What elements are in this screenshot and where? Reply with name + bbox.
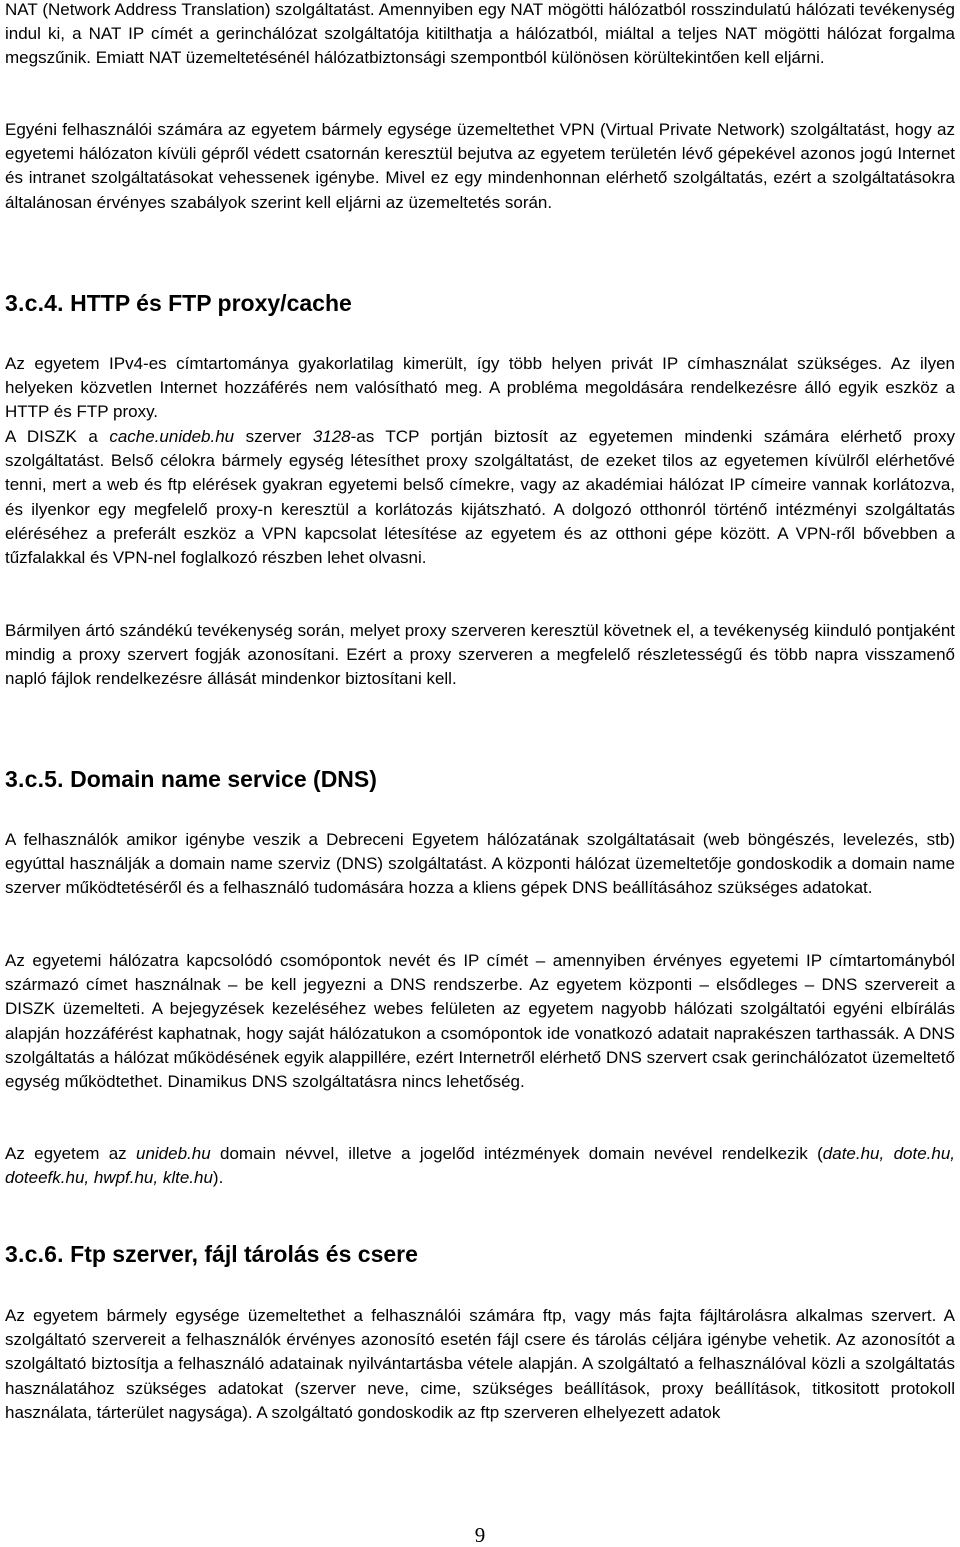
- heading-proxy-number: 3.c.4.: [5, 290, 64, 316]
- heading-dns: [5, 764, 955, 794]
- dns-domain-unideb: unideb.hu: [136, 1144, 211, 1163]
- proxy-text-c: -as TCP portján biztosít az egyetemen mindenki számára elérhető proxy szolgáltatást. Belső célokra bármely egység létesíthet proxy szolgáltatást, de ezeket tilos az egyetemen kívülről elérhetővé tenni, mert a web és ftp elérések gyakran egyetemi belső címekre, vagy az akadémiai hálózat IP címeire vannak korlátozva, és ilyenkor egy megfelelő proxy-n keresztül a korlátozás kijátszható. A dolgozó otthonról történő intézményi szolgáltatás eléréséhez a preferált eszköz a VPN kapcsolat létesítése az egyetem és az otthoni gépe között. A VPN-ről bővebben a tűzfalakkal és VPN-nel foglalkozó részben lehet olvasni.: [5, 427, 956, 568]
- paragraph-dns-users: A felhasználók amikor igénybe veszik a Debreceni Egyetem hálózatának szolgáltatásait (web böngészés, levelezés, stb) egyúttal használják a domain name szerviz (DNS) szolgáltatást. A központi hálózat üzemeltetője gondoskodik a domain name szerver működtetéséről és a felhasználó tudomására hozza a kliens gépek DNS beállításához szükséges adatokat.: [5, 830, 955, 898]
- paragraph-dns-registration: Az egyetemi hálózatra kapcsolódó csomópontok nevét és IP címét – amennyiben érvényes egyetemi IP címtartományból származó címet használnak – be kell jegyezni a DNS rendszerbe. Az egyetem központi – elsődleges – DNS szervereit a DISZK üzemelteti. A bejegyzések kezeléséhez webes felületen az egyetem nagyobb hálózati szolgáltatói egyéni elbírálás alapján hozzáférést kaphatnak, hogy saját hálózatukon a csomópontok ide vonatkozó adatait naprakészen tarthassák. A DNS szolgáltatás a hálózat működésének egyik alappillére, ezért Internetről elérhető DNS szervert csak gerinchálózatot üzemeltető egység működtethet. Dinamikus DNS szolgáltatásra nincs lehetőség.: [5, 951, 955, 1092]
- paragraph-proxy-logs: Bármilyen ártó szándékú tevékenység során, melyet proxy szerveren keresztül követnek el, a tevékenység kiinduló pontjaként mindig a proxy szervert fogják azonosítani. Ezért a proxy szerveren a megfelelő részletességű és több napra visszamenő napló fájlok rendelkezésre állását mindenkor biztosítani kell.: [5, 621, 955, 689]
- paragraph-nat-continuation: NAT (Network Address Translation) szolgáltatást. Amennyiben egy NAT mögötti hálózatból rosszindulatú hálózati tevékenység indul ki, a NAT IP címét a gerinchálózat szolgáltatója kitilthatja a hálózatból, miáltal a teljes NAT mögötti hálózat forgalma megszűnik. Emiatt NAT üzemeltetésénél hálózatbiztonsági szempontból különösen körültekintően kell eljárni.: [5, 0, 955, 68]
- paragraph-proxy-diszk: [5, 425, 955, 570]
- page-number: 9: [474, 1523, 486, 1547]
- paragraph-vpn: Egyéni felhasználói számára az egyetem bármely egysége üzemeltethet VPN (Virtual Private Network) szolgáltatást, hogy az egyetemi hálózaton kívüli gépről védett csatornán keresztül bejutva az egyetem területén lévő gépekével azonos jogú Internet és intranet szolgáltatásokat vehessenek igénybe. Mivel ez egy mindenhonnan elérhető szolgáltatás, ezért a szolgáltatásokra általánosan érvényes szabályok szerint kell eljárni az üzemeltetés során.: [5, 120, 955, 212]
- heading-dns-title: Domain name service (DNS): [70, 766, 377, 792]
- dns-legacy-domains: date.hu, dote.hu, doteefk.hu, hwpf.hu, klte.hu: [5, 1144, 956, 1188]
- heading-dns-number: 3.c.5.: [5, 766, 64, 792]
- dns-text-c: ).: [212, 1168, 224, 1188]
- heading-ftp-number: 3.c.6.: [5, 1241, 64, 1267]
- dns-text-b: domain névvel, illetve a jogelőd intézmények domain nevével rendelkezik (: [210, 1144, 823, 1163]
- proxy-text-a: A DISZK a: [5, 427, 110, 446]
- heading-ftp: [5, 1239, 955, 1269]
- proxy-host: cache.unideb.hu: [109, 427, 235, 446]
- paragraph-ftp: Az egyetem bármely egysége üzemeltethet a felhasználói számára ftp, vagy más fajta fájltárolásra alkalmas szervert. A szolgáltató szervereit a felhasználók érvényes azonosító esetén fájl csere és tárolás céljára igénybe vehetik. Az azonosítót a szolgáltató biztosítja a felhasználó adatainak nyilvántartásba vétele alapján. A szolgáltató a felhasználóval közli a szolgáltatás használatához szükséges adatokat (szerver neve, cime, szükséges beállítások, proxy beállítások, titkositott protokoll használata, tárterület nagysága). A szolgáltató gondoskodik az ftp szerveren elhelyezett adatok: [5, 1306, 955, 1422]
- proxy-port: 3128: [312, 427, 351, 446]
- paragraph-dns-domains: [5, 1142, 955, 1190]
- proxy-text-b: szerver: [234, 427, 313, 446]
- heading-proxy-title: HTTP és FTP proxy/cache: [70, 290, 352, 316]
- dns-text-a: Az egyetem az: [5, 1144, 136, 1163]
- paragraph-proxy-ipv4: Az egyetem IPv4-es címtartománya gyakorlatilag kimerült, így több helyen privát IP címhasználat szükséges. Az ilyen helyeken közvetlen Internet hozzáférés nem valósítható meg. A probléma megoldására rendelkezésre álló egyik eszköz a HTTP és FTP proxy.: [5, 354, 955, 422]
- heading-proxy: [5, 288, 955, 318]
- heading-ftp-title: Ftp szerver, fájl tárolás és csere: [70, 1241, 418, 1267]
